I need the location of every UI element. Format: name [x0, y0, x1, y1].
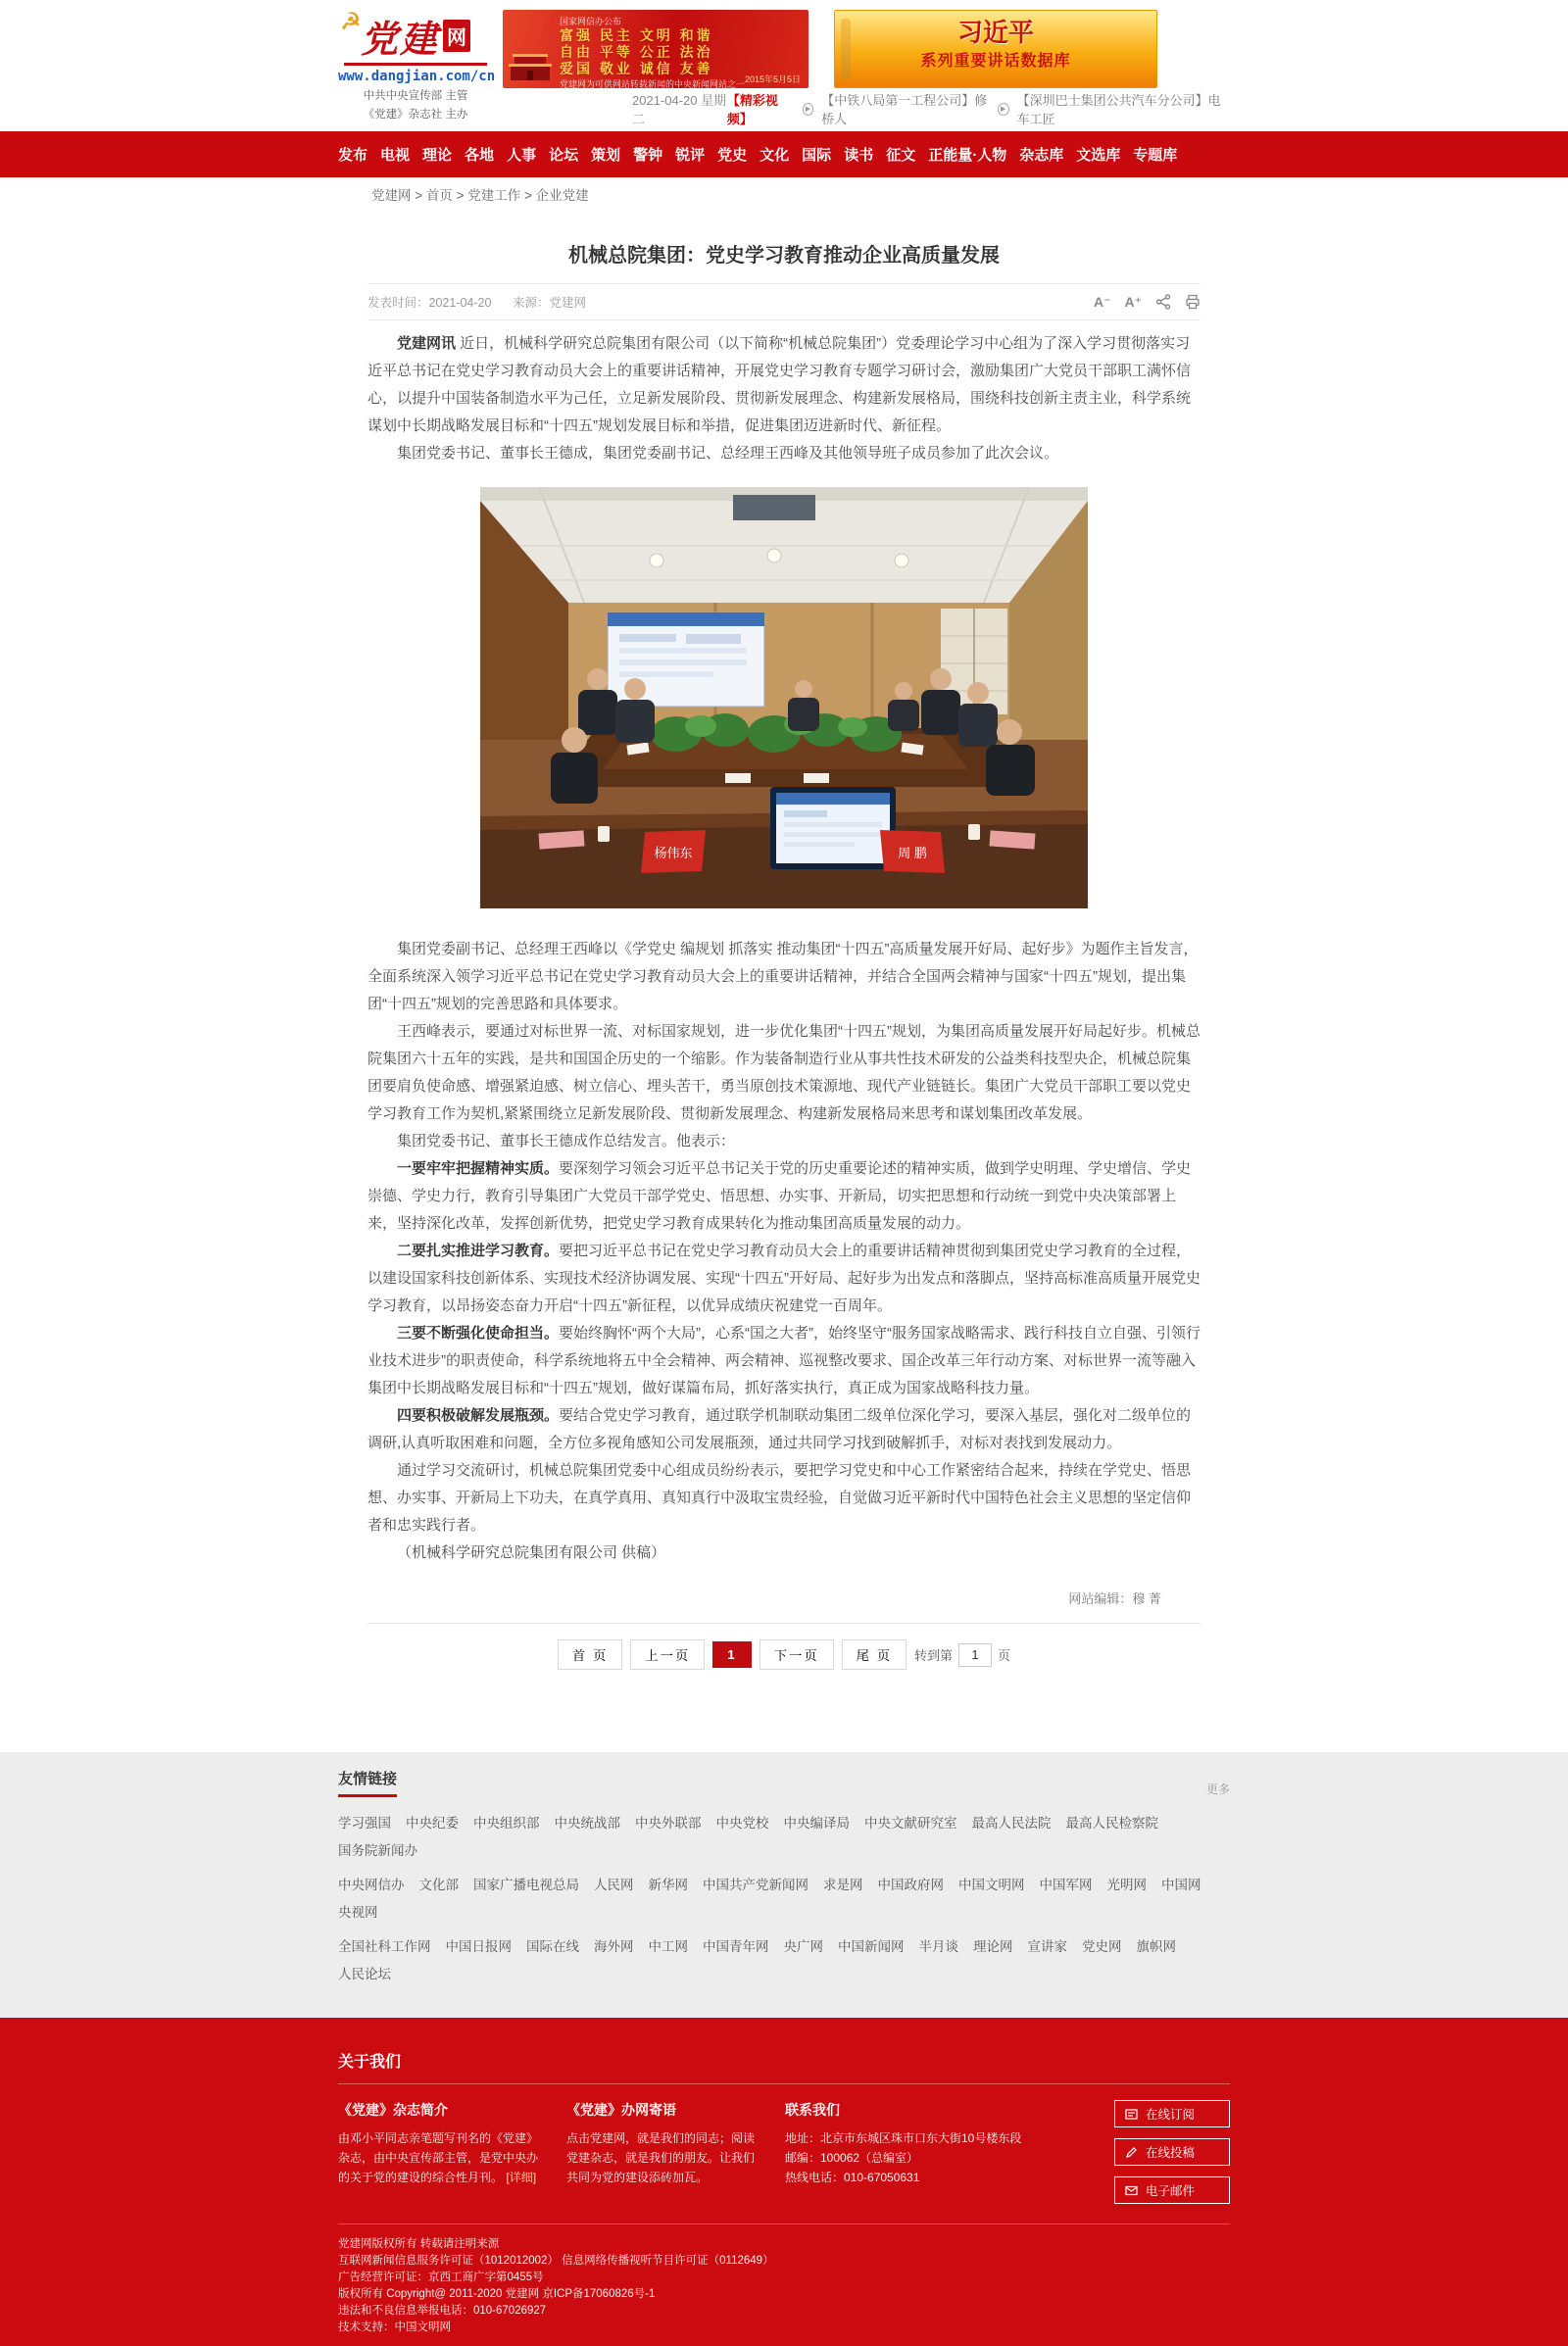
db-banner-title: 习近平	[956, 19, 1034, 48]
current-page-button[interactable]: 1	[712, 1641, 751, 1668]
friend-link[interactable]: 中央外联部	[635, 1816, 702, 1831]
friend-link[interactable]: 央视网	[338, 1905, 378, 1920]
pencil-icon	[1125, 2146, 1138, 2159]
current-date: 2021-04-20 星期二	[632, 93, 727, 126]
divider	[368, 319, 1200, 320]
play-icon: ▶	[803, 103, 814, 116]
friend-link[interactable]: 文化部	[418, 1878, 459, 1892]
core-values-banner[interactable]	[503, 10, 808, 88]
friend-link[interactable]: 央广网	[783, 1939, 823, 1954]
nav-item[interactable]: 策划	[591, 147, 621, 164]
about-us-title: 关于我们	[338, 2054, 402, 2071]
nav-item[interactable]: 锐评	[675, 147, 706, 164]
friend-link[interactable]: 中工网	[648, 1939, 688, 1954]
submit-article-button[interactable]: 在线投稿	[1114, 2138, 1230, 2166]
contact-address: 地址：北京市东城区珠市口东大街10号楼东段	[785, 2131, 1022, 2145]
friend-link[interactable]: 旗帜网	[1136, 1939, 1176, 1954]
friend-link[interactable]: 中国政府网	[877, 1878, 944, 1892]
article-photo	[480, 487, 1088, 908]
friend-links-section	[0, 1752, 1568, 2018]
supervisor-line: 中共中央宣传部 主管	[363, 90, 468, 102]
last-page-button[interactable]: 尾 页	[842, 1639, 906, 1670]
article-meta	[368, 293, 604, 311]
site-header	[0, 0, 1568, 126]
db-banner-subtitle: 系列重要讲话数据库	[920, 53, 1071, 70]
article-paragraph: 党建网讯 近日，机械科学研究总院集团有限公司（以下简称“机械总院集团”）党委理论学习中心组为了深入学习贯彻落实习近平总书记在党史学习教育动员大会上的重要讲话精神，开展党史学习教育专题学习研讨会，激励集团广大党员干部职工满怀信心，以提升中国装备制造水平为己任，立足新发展阶段、贯彻新发展理念、构建新发展格局，围绕科技创新主责主业，科学系统谋划中长期战略发展目标和“十四五”规划发展目标和举措，促进集团迈进新时代、新征程。	[368, 335, 1192, 434]
detail-link[interactable]: [详细]	[506, 2171, 537, 2184]
site-url: www.dangjian.com/cn	[338, 69, 496, 84]
speech-database-banner[interactable]	[834, 10, 1157, 88]
friend-link[interactable]: 国际在线	[526, 1939, 579, 1954]
friend-link[interactable]: 中央党校	[715, 1816, 769, 1831]
print-icon[interactable]	[1185, 294, 1200, 310]
friend-link[interactable]: 新华网	[648, 1878, 688, 1892]
nameplate-left: 杨伟东	[654, 846, 693, 860]
play-icon: ▶	[998, 103, 1009, 116]
article-paragraph: 一要牢牢把握精神实质。要深刻学习领会习近平总书记关于党的历史重要论述的精神实质，做到学史明理、学史增信、学史崇德、学史力行，教育引导集团广大党员干部学党史、悟思想、办实事、开新局，切实把思想和行动统一到党中央决策部署上来，坚持深化改革，发挥创新优势，把党史学习教育成果转化为推动集团高质量发展的动力。	[368, 1160, 1192, 1232]
article-paragraph: 二要扎实推进学习教育。要把习近平总书记在党史学习教育动员大会上的重要讲话精神贯彻到集团党史学习教育的全过程，以建设国家科技创新体系、实现技术经济协调发展、实现“十四五”开好局、起好步为出发点和落脚点，坚持高标准高质量开展党史学习教育，以昂扬姿态奋力开启“十四五”新征程，以优异成绩庆祝建党一百周年。	[368, 1243, 1200, 1314]
friend-link[interactable]: 海外网	[594, 1939, 634, 1954]
main-nav	[0, 131, 1568, 177]
article-paragraph: 集团党委副书记、总经理王西峰以《学党史 编规划 抓落实 推动集团“十四五”高质量发展开好局、起好步》为题作主旨发言，全面系统深入领学习近平总书记在党史学习教育动员大会上的重要讲话精神，并结合全国两会精神与国家“十四五”规划，提出集团“十四五”规划的完善思路和具体要求。	[368, 941, 1199, 1012]
nav-item[interactable]: 国际	[802, 147, 832, 164]
friend-link[interactable]: 中央纪委	[406, 1816, 459, 1831]
nav-item[interactable]: 征文	[886, 147, 916, 164]
email-button[interactable]: 电子邮件	[1114, 2176, 1230, 2204]
friend-link[interactable]: 最高人民法院	[971, 1816, 1052, 1831]
logo-underline	[344, 63, 487, 66]
prev-page-button[interactable]: 上一页	[630, 1639, 705, 1670]
divider	[368, 1623, 1200, 1624]
article-paragraph: 集团党委书记、董事长王德成作总结发言。他表示：	[397, 1133, 736, 1149]
contact-postcode: 邮编：100062（总编室）	[785, 2151, 919, 2165]
copyright-line: 党建网版权所有 转载请注明来源	[338, 2238, 500, 2250]
copyright-line: 广告经营许可证：京西工商广字第0455号	[338, 2272, 544, 2283]
friend-link[interactable]: 中国新闻网	[838, 1939, 905, 1954]
friend-link[interactable]: 人民网	[594, 1878, 634, 1892]
friend-link[interactable]: 中国共产党新闻网	[703, 1878, 808, 1892]
friend-link[interactable]: 人民论坛	[338, 1967, 391, 1981]
font-larger-button[interactable]: A⁺	[1124, 293, 1142, 310]
video-link-2[interactable]: 【深圳巴士集团公共汽车分公司】电车工匠	[1016, 93, 1221, 126]
article-paragraph: 四要积极破解发展瓶颈。要结合党史学习教育，通过联学机制联动集团二级单位深化学习，要深入基层，强化对二级单位的调研,认真听取困难和问题，全方位多视角感知公司发展瓶颈，通过共同学习找到破解抓手，对标对表找到发展动力。	[368, 1407, 1192, 1451]
copyright-line: 违法和不良信息举报电话：010-67026927	[338, 2305, 547, 2317]
subscribe-button[interactable]: 在线订阅	[1114, 2100, 1230, 2127]
article-source: 来源：党建网	[512, 296, 586, 310]
conference-room-photo	[480, 487, 1088, 908]
nav-item[interactable]: 各地	[465, 147, 495, 164]
friend-link[interactable]: 中国网	[1161, 1878, 1201, 1892]
friend-link[interactable]: 国家广播电视总局	[473, 1878, 579, 1892]
nav-item[interactable]: 党史	[717, 147, 748, 164]
values-row-3: 爱国 敬业 诚信 友善	[560, 61, 713, 76]
nav-item[interactable]: 电视	[380, 147, 411, 164]
pagination	[368, 1639, 1200, 1670]
site-footer	[0, 2018, 1568, 2346]
nav-item[interactable]: 正能量·人物	[928, 147, 1007, 164]
breadcrumb[interactable]: 党建网 > 首页 > 党建工作 > 企业党建	[371, 188, 589, 203]
party-emblem-icon: ☭	[340, 9, 362, 35]
nav-item[interactable]: 专题库	[1133, 147, 1178, 164]
date-bar	[503, 93, 1230, 126]
logo-net-badge: 网	[443, 20, 470, 52]
friend-link[interactable]: 党史网	[1082, 1939, 1122, 1954]
friend-link[interactable]: 学习强国	[338, 1816, 391, 1831]
friend-link[interactable]: 中国军网	[1039, 1878, 1093, 1892]
organizer-line: 《党建》杂志社 主办	[363, 109, 468, 121]
copyright-line: 互联网新闻信息服务许可证（1012012002） 信息网络传播视听节目许可证（0112649）	[338, 2255, 774, 2267]
site-motto-text: 点击党建网，就是我们的同志；阅读党建杂志，就是我们的朋友。让我们共同为党的建设添砖加瓦。	[566, 2131, 756, 2184]
friend-links-title: 友情链接	[338, 1768, 397, 1797]
share-icon[interactable]	[1155, 294, 1171, 310]
copyright-line: 版权所有 Copyright@ 2011-2020 党建网 京ICP备17060826号-1	[338, 2288, 656, 2300]
video-section-tag[interactable]: 【精彩视频】	[726, 93, 778, 126]
friend-link[interactable]: 半月谈	[918, 1939, 958, 1954]
friend-link[interactable]: 光明网	[1106, 1878, 1147, 1892]
goto-page-input[interactable]	[958, 1643, 992, 1667]
font-smaller-button[interactable]: A⁻	[1094, 293, 1111, 310]
friend-link[interactable]: 理论网	[973, 1939, 1013, 1954]
article-paragraph: 王西峰表示，要通过对标世界一流、对标国家规划，进一步优化集团“十四五”规划，为集团高质量发展开好局起好步。机械总院集团六十五年的实践，是共和国国企历史的一个缩影。作为装备制造行业从事共性技术研发的公益类科技型央企，机械总院集团要肩负使命感、增强紧迫感、树立信心、埋头苦干，勇当原创技术策源地、现代产业链链长。集团广大党员干部职工要以党史学习教育工作为契机,紧紧围绕立足新发展阶段、贯彻新发展理念、构建新发展格局来思考和谋划集团改革发展。	[368, 1023, 1200, 1122]
article-paragraph: 三要不断强化使命担当。要始终胸怀“两个大局”，心系“国之大者”，始终坚守“服务国家战略需求、践行科技自立自强、引领行业技术进步”的职责使命，科学系统地将五中全会精神、两会精神、巡视整改要求、国企改革三年行动方案、对标世界一流等融入集团中长期战略发展目标和“十四五”规划，做好谋篇布局，抓好落实执行，真正成为国家战略科技力量。	[368, 1325, 1200, 1396]
site-motto-title: 《党建》办网寄语	[566, 2102, 676, 2118]
friend-link[interactable]: 求是网	[823, 1878, 863, 1892]
newspaper-icon	[1125, 2108, 1138, 2121]
friend-link[interactable]: 全国社科工作网	[338, 1939, 431, 1954]
banner-caption-2: 党建网为可供网站转载新闻的中央新闻网站之一	[560, 79, 746, 88]
nav-item[interactable]: 读书	[844, 147, 874, 164]
values-row-1: 富强 民主 文明 和谐	[560, 27, 713, 43]
nav-item[interactable]: 杂志库	[1019, 147, 1064, 164]
friend-link[interactable]: 中央文献研究室	[864, 1816, 957, 1831]
banner-date: 2015年5月5日	[744, 74, 801, 84]
page-title: 机械总院集团：党史学习教育推动企业高质量发展	[568, 245, 1000, 267]
nav-item[interactable]: 警钟	[633, 147, 663, 164]
pillar-icon	[841, 19, 851, 79]
nav-item[interactable]: 文化	[760, 147, 790, 164]
nav-item[interactable]: 人事	[507, 147, 537, 164]
friend-link[interactable]: 宣讲家	[1027, 1939, 1067, 1954]
publish-time: 发表时间：2021-04-20	[368, 296, 492, 310]
article-paragraph: 通过学习交流研讨，机械总院集团党委中心组成员纷纷表示，要把学习党史和中心工作紧密结合起来，持续在学党史、悟思想、办实事、开新局上下功夫，在真学真用、真知真行中汲取宝贵经验，自觉做习近平新时代中国特色社会主义思想的坚定信仰者和忠实践行者。	[368, 1462, 1192, 1534]
magazine-intro-title: 《党建》杂志简介	[338, 2102, 448, 2118]
values-row-2: 自由 平等 公正 法治	[560, 44, 713, 60]
envelope-icon	[1125, 2184, 1138, 2197]
goto-label: 转到第	[914, 1648, 954, 1663]
friend-link[interactable]: 最高人民检察院	[1065, 1816, 1158, 1831]
friend-link[interactable]: 中国日报网	[445, 1939, 512, 1954]
nameplate-right: 周 鹏	[898, 846, 927, 860]
site-logo[interactable]	[338, 9, 496, 122]
nav-item[interactable]: 发布	[338, 147, 368, 164]
friend-link[interactable]: 国务院新闻办	[338, 1843, 417, 1858]
copyright-line: 技术支持：中国文明网	[338, 2322, 451, 2333]
nav-item[interactable]: 论坛	[549, 147, 579, 164]
friend-link[interactable]: 中国文明网	[958, 1878, 1025, 1892]
divider	[338, 2083, 1230, 2084]
next-page-button[interactable]: 下一页	[760, 1639, 834, 1670]
nav-item[interactable]: 文选库	[1076, 147, 1121, 164]
goto-suffix: 页	[998, 1648, 1011, 1663]
more-link[interactable]: 更多	[1205, 1783, 1230, 1796]
friend-link[interactable]: 中央组织部	[473, 1816, 540, 1831]
friend-link[interactable]: 中央编译局	[783, 1816, 850, 1831]
logo-wordmark: 党建	[360, 16, 439, 61]
article-paragraph: 集团党委书记、董事长王德成，集团党委副书记、总经理王西峰及其他领导班子成员参加了此次会议。	[397, 445, 1059, 462]
tiananmen-icon	[507, 45, 554, 84]
first-page-button[interactable]: 首 页	[558, 1639, 622, 1670]
site-editor: 网站编辑：穆 菁	[1068, 1591, 1161, 1606]
friend-link[interactable]: 中央统战部	[554, 1816, 620, 1831]
contact-hotline: 热线电话：010-67050631	[785, 2171, 920, 2184]
contact-title: 联系我们	[785, 2102, 840, 2118]
article	[338, 242, 1230, 1670]
article-paragraph: （机械科学研究总院集团有限公司 供稿）	[397, 1544, 666, 1561]
friend-link[interactable]: 中央网信办	[338, 1878, 405, 1892]
magazine-intro-text: 由邓小平同志亲笔题写刊名的《党建》杂志，由中央宣传部主管，是党中央办的关于党的建设的综合性月刊。	[338, 2131, 539, 2184]
nav-item[interactable]: 理论	[422, 147, 453, 164]
friend-link[interactable]: 中国青年网	[703, 1939, 769, 1954]
video-link-1[interactable]: 【中铁八局第一工程公司】修桥人	[821, 93, 988, 126]
banner-caption: 国家网信办公布	[560, 17, 622, 26]
